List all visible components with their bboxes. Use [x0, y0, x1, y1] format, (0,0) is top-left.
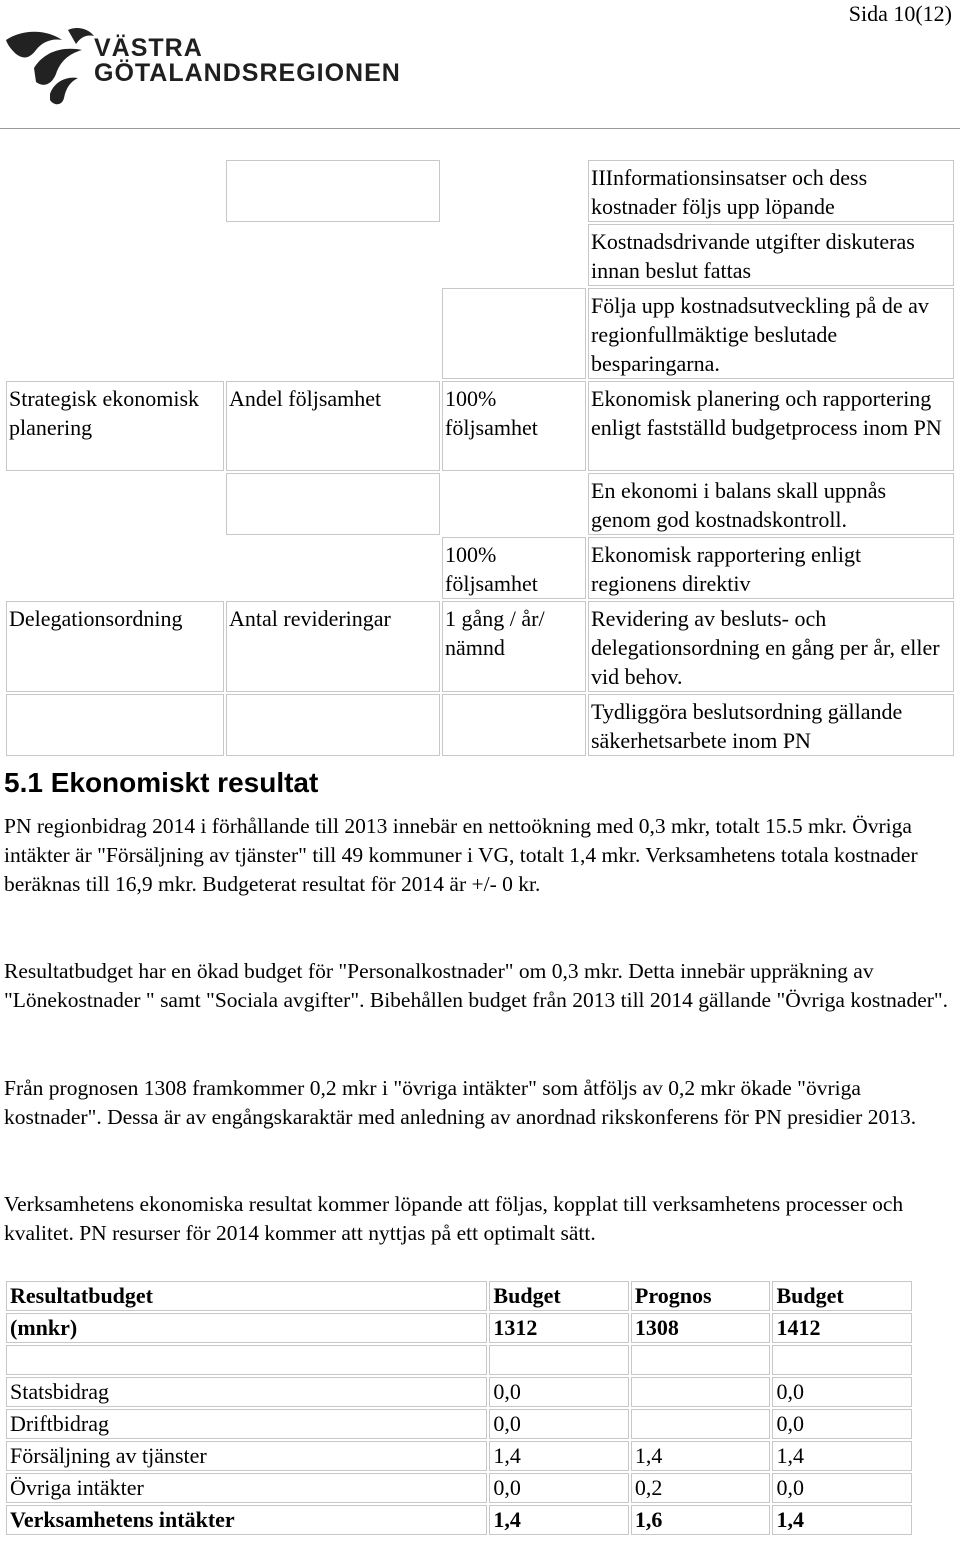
- table-row: [6, 694, 954, 756]
- actions-cell: IIInformationsinsatser och dess kostnader följs upp löpande: [588, 160, 954, 222]
- indicator-cell: Andel följsamhet: [226, 381, 440, 471]
- header-cell: 1312: [489, 1313, 628, 1343]
- value-cell: 1,4: [631, 1441, 771, 1471]
- value-cell: [631, 1409, 771, 1439]
- section-heading: 5.1 Ekonomiskt resultat: [4, 767, 319, 798]
- value-cell: [631, 1377, 771, 1407]
- indicator-cell: [226, 537, 440, 599]
- target-cell: 1 gång / år/ nämnd: [442, 601, 586, 692]
- actions-cell: Ekonomisk planering och rapportering enligt fastställd budgetprocess inom PN: [588, 381, 954, 471]
- target-cell: 100% följsamhet: [442, 537, 586, 599]
- paragraph-regionbidrag: PN regionbidrag 2014 i förhållande till 2013 innebär en nettoökning med 0,3 mkr, totalt 15.5 mkr. Övriga intäkter är "Försäljning av tjänster" till 49 kommuner i VG, totalt 1,4 mkr. Verksamhetens totala kostnader beräknas till 16,9 mkr. Budgeterat resultat för 2014 är +/- 0 kr.: [4, 814, 918, 896]
- value-cell: 1,4: [772, 1441, 912, 1471]
- actions-cell: Kostnadsdrivande utgifter diskuteras innan beslut fattas: [588, 224, 954, 286]
- paragraph-prognos: Från prognosen 1308 framkommer 0,2 mkr i "övriga intäkter" som åtföljs av 0,2 mkr ökade "övriga kostnader". Dessa är av engångskaraktär med anledning av anordnad rikskonferens för PN presidier 2013.: [4, 1076, 917, 1129]
- total-value-cell: 1,4: [772, 1505, 912, 1535]
- header-cell: (mnkr): [6, 1313, 487, 1343]
- target-cell: [442, 473, 586, 535]
- table-row: [6, 473, 954, 535]
- area-cell: [6, 288, 224, 379]
- header-cell: Prognos: [631, 1281, 771, 1311]
- actions-cell: Ekonomisk rapportering enligt regionens direktiv: [588, 537, 954, 599]
- table-spacer-row: [6, 1345, 912, 1375]
- target-cell: [442, 288, 586, 379]
- area-cell: [6, 694, 224, 756]
- table-row: [6, 288, 954, 379]
- value-cell: 0,2: [631, 1473, 771, 1503]
- indicator-cell: [226, 224, 440, 286]
- value-cell: 0,0: [489, 1377, 628, 1407]
- goals-table: [4, 158, 956, 758]
- empty-cell: [631, 1345, 771, 1375]
- actions-cell: Tydliggöra beslutsordning gällande säkerhetsarbete inom PN: [588, 694, 954, 756]
- table-header-row: [6, 1281, 912, 1311]
- value-cell: 0,0: [772, 1473, 912, 1503]
- label-cell: Försäljning av tjänster: [6, 1441, 487, 1471]
- empty-cell: [772, 1345, 912, 1375]
- area-cell: [6, 537, 224, 599]
- header-cell: Budget: [772, 1281, 912, 1311]
- table-row: [6, 1441, 912, 1471]
- area-cell: Strategisk ekonomisk planering: [6, 381, 224, 471]
- logo-line2: GÖTALANDSREGIONEN: [94, 59, 401, 87]
- actions-cell: Revidering av besluts- och delegationsordning en gång per år, eller vid behov.: [588, 601, 954, 692]
- table-row: [6, 381, 954, 471]
- label-cell: Övriga intäkter: [6, 1473, 487, 1503]
- indicator-cell: Antal revideringar: [226, 601, 440, 692]
- header-cell: Resultatbudget: [6, 1281, 487, 1311]
- table-row: [6, 601, 954, 692]
- budget-table: [4, 1279, 914, 1537]
- actions-cell: Följa upp kostnadsutveckling på de av regionfullmäktige beslutade besparingarna.: [588, 288, 954, 379]
- target-cell: [442, 694, 586, 756]
- table-row: [6, 1377, 912, 1407]
- table-row: [6, 160, 954, 222]
- value-cell: 0,0: [772, 1377, 912, 1407]
- indicator-cell: [226, 160, 440, 222]
- target-cell: 100% följsamhet: [442, 381, 586, 471]
- indicator-cell: [226, 473, 440, 535]
- value-cell: 1,4: [489, 1441, 628, 1471]
- page-number: Sida 10(12): [848, 1, 952, 26]
- area-cell: [6, 160, 224, 222]
- area-cell: [6, 224, 224, 286]
- empty-cell: [6, 1345, 487, 1375]
- target-cell: [442, 160, 586, 222]
- table-total-row: [6, 1505, 912, 1535]
- total-value-cell: 1,4: [489, 1505, 628, 1535]
- area-cell: Delegationsordning: [6, 601, 224, 692]
- logo-line1: VÄSTRA: [94, 34, 203, 62]
- header-divider: [0, 128, 960, 129]
- paragraph-resultatbudget: Resultatbudget har en ökad budget för "Personalkostnader" om 0,3 mkr. Detta innebär uppräkning av "Lönekostnader " samt "Sociala avgifter". Bibehållen budget från 2013 till 2014 gällande "Övriga kostnader".: [4, 959, 949, 1012]
- target-cell: [442, 224, 586, 286]
- value-cell: 0,0: [772, 1409, 912, 1439]
- actions-cell: En ekonomi i balans skall uppnås genom god kostnadskontroll.: [588, 473, 954, 535]
- indicator-cell: [226, 694, 440, 756]
- value-cell: 0,0: [489, 1473, 628, 1503]
- table-header-row: [6, 1313, 912, 1343]
- value-cell: 0,0: [489, 1409, 628, 1439]
- table-row: [6, 224, 954, 286]
- total-value-cell: 1,6: [631, 1505, 771, 1535]
- table-row: [6, 1473, 912, 1503]
- header-cell: 1412: [772, 1313, 912, 1343]
- indicator-cell: [226, 288, 440, 379]
- header-cell: 1308: [631, 1313, 771, 1343]
- empty-cell: [489, 1345, 628, 1375]
- header-cell: Budget: [489, 1281, 628, 1311]
- table-row: [6, 537, 954, 599]
- total-label-cell: Verksamhetens intäkter: [6, 1505, 487, 1535]
- paragraph-uppfoljning: Verksamhetens ekonomiska resultat kommer löpande att följas, kopplat till verksamhetens processer och kvalitet. PN resurser för 2014 kommer att nyttjas på ett optimalt sätt.: [4, 1192, 904, 1245]
- label-cell: Driftbidrag: [6, 1409, 487, 1439]
- table-row: [6, 1409, 912, 1439]
- area-cell: [6, 473, 224, 535]
- label-cell: Statsbidrag: [6, 1377, 487, 1407]
